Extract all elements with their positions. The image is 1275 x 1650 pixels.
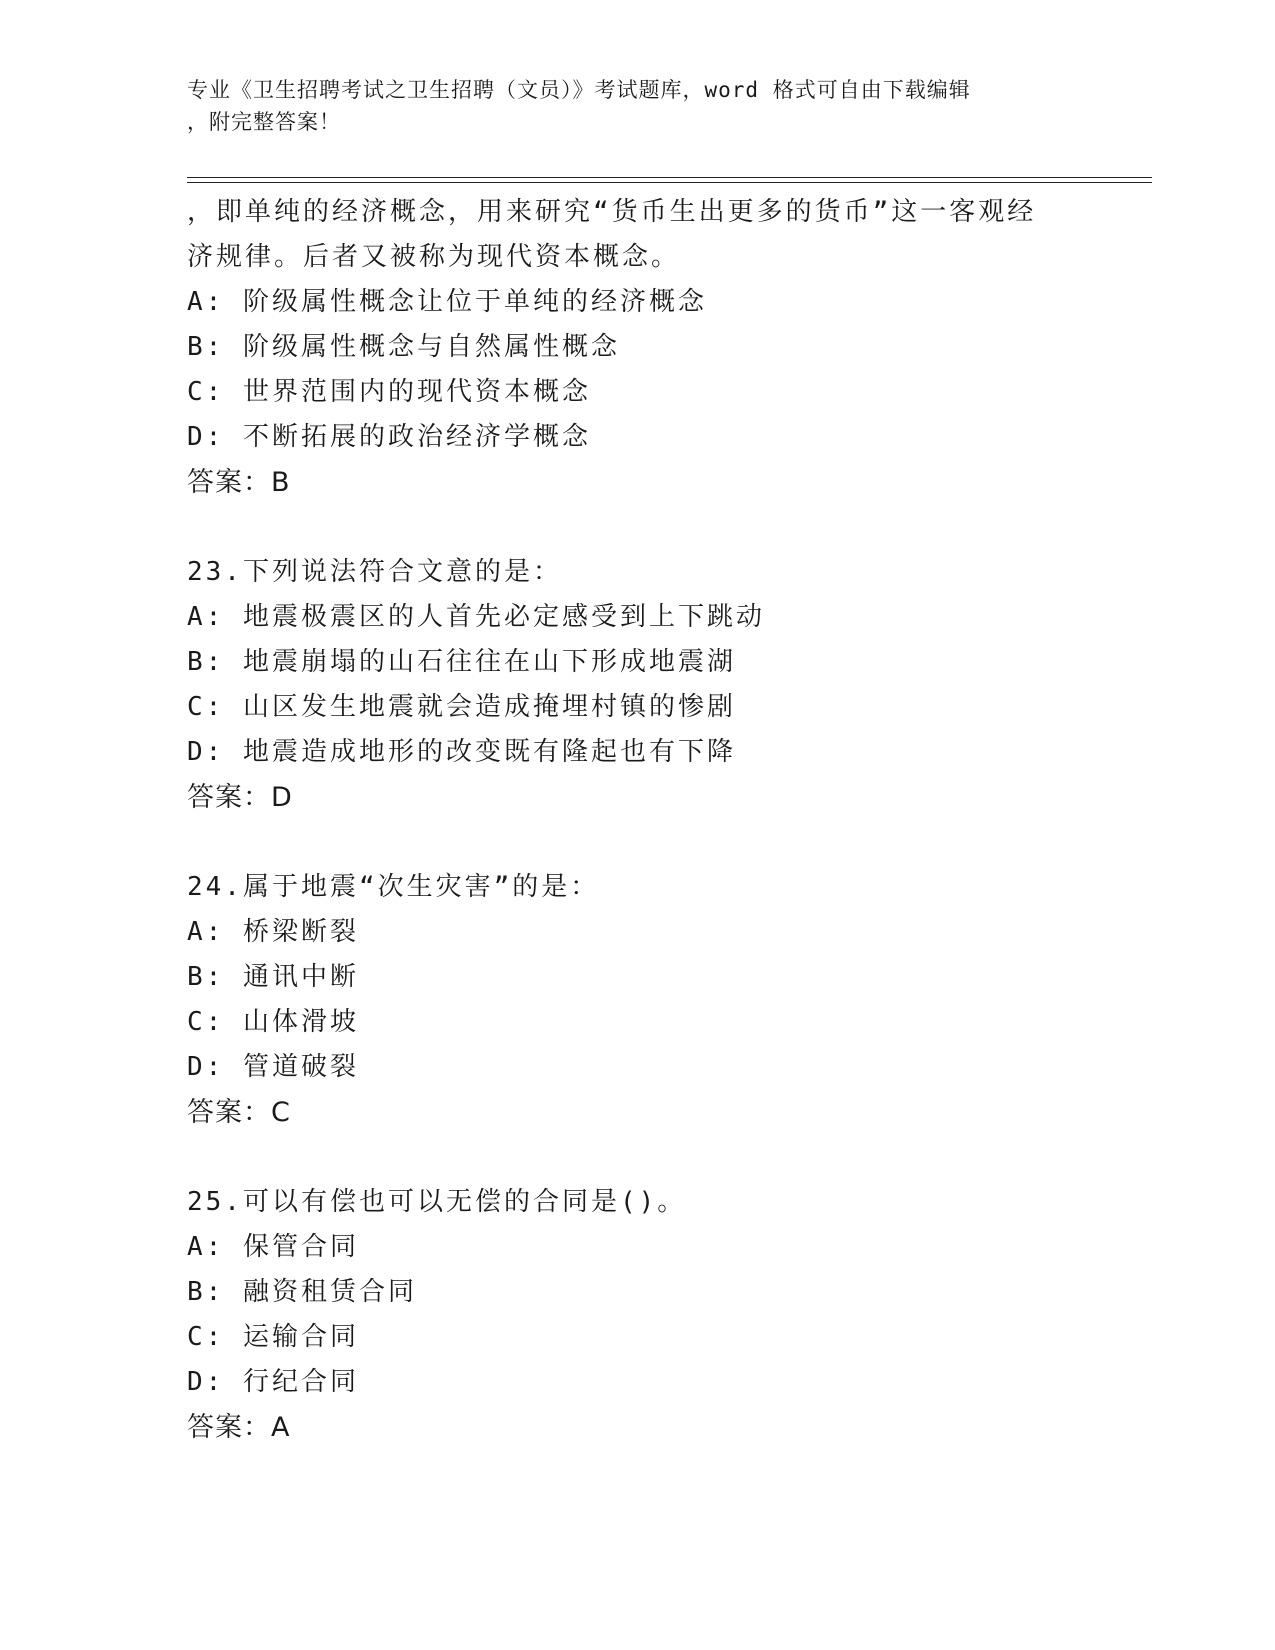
option-d: D: 行纪合同 bbox=[187, 1367, 359, 1397]
option-d: D: 不断拓展的政治经济学概念 bbox=[187, 422, 591, 452]
previous-question-continuation bbox=[187, 190, 1147, 505]
header-line-2: ，附完整答案！ bbox=[187, 110, 341, 134]
option-a: A: 桥梁断裂 bbox=[187, 917, 359, 947]
spacer bbox=[187, 1135, 1147, 1180]
option-b: B: 通讯中断 bbox=[187, 962, 359, 992]
spacer bbox=[187, 820, 1147, 865]
question-stem: 23.下列说法符合文意的是： bbox=[187, 557, 562, 587]
question-stem: 24.属于地震“次生灾害”的是： bbox=[187, 872, 600, 902]
option-c: C: 世界范围内的现代资本概念 bbox=[187, 377, 591, 407]
option-b: B: 阶级属性概念与自然属性概念 bbox=[187, 332, 620, 362]
spacer bbox=[187, 505, 1147, 550]
document-header bbox=[187, 74, 1087, 138]
answer-line: 答案：D bbox=[187, 782, 293, 813]
option-a: A: 保管合同 bbox=[187, 1232, 359, 1262]
stem-continuation-line-2: 济规律。后者又被称为现代资本概念。 bbox=[187, 242, 681, 272]
option-c: C: 运输合同 bbox=[187, 1322, 359, 1352]
header-divider-top bbox=[187, 177, 1152, 178]
question-24 bbox=[187, 865, 1147, 1135]
option-c: C: 山体滑坡 bbox=[187, 1007, 359, 1037]
option-d: D: 地震造成地形的改变既有隆起也有下降 bbox=[187, 737, 736, 767]
answer-line: 答案：B bbox=[187, 467, 291, 498]
question-25 bbox=[187, 1180, 1147, 1450]
document-body bbox=[187, 190, 1147, 1450]
answer-line: 答案：A bbox=[187, 1412, 291, 1443]
option-c: C: 山区发生地震就会造成掩埋村镇的惨剧 bbox=[187, 692, 736, 722]
question-stem: 25.可以有偿也可以无偿的合同是()。 bbox=[187, 1187, 687, 1217]
answer-line: 答案：C bbox=[187, 1097, 291, 1128]
option-a: A: 地震极震区的人首先必定感受到上下跳动 bbox=[187, 602, 765, 632]
option-b: B: 融资租赁合同 bbox=[187, 1277, 417, 1307]
option-a: A: 阶级属性概念让位于单纯的经济概念 bbox=[187, 287, 707, 317]
header-line-1: 专业《卫生招聘考试之卫生招聘（文员）》考试题库，word 格式可自由下载编辑 bbox=[187, 78, 971, 102]
option-b: B: 地震崩塌的山石往往在山下形成地震湖 bbox=[187, 647, 736, 677]
question-23 bbox=[187, 550, 1147, 820]
option-d: D: 管道破裂 bbox=[187, 1052, 359, 1082]
header-divider-bottom bbox=[187, 182, 1152, 183]
stem-continuation-line-1: ，即单纯的经济概念，用来研究“货币生出更多的货币”这一客观经 bbox=[187, 197, 1037, 227]
